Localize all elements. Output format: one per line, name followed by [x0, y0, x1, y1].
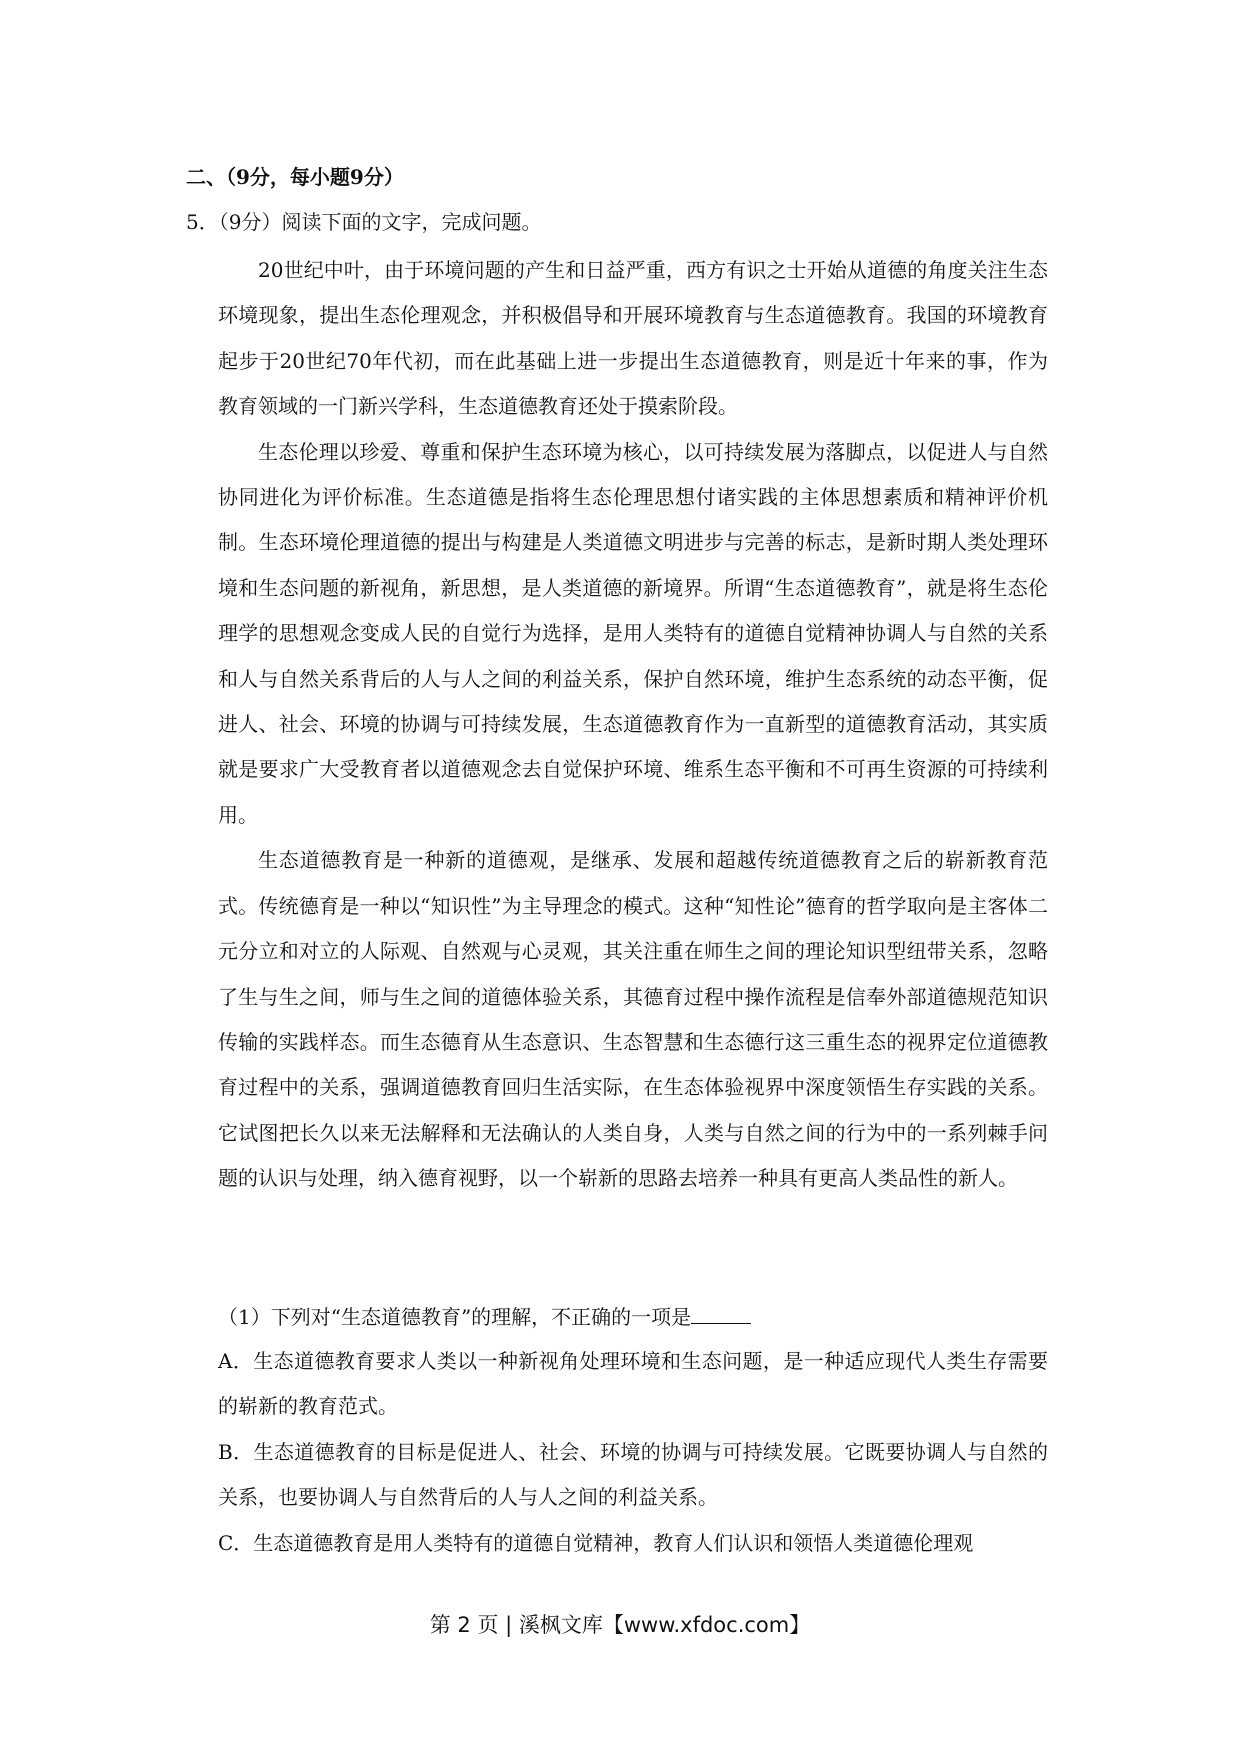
page-footer: 第 2 页 | 溪枫文库【www.xfdoc.com】 [429, 1613, 811, 1637]
option-a: A．生态道德教育要求人类以一种新视角处理环境和生态问题，是一种适应现代人类生存需要的崭新的教育范式。 [218, 1349, 1048, 1419]
passage-paragraph: 20世纪中叶，由于环境问题的产生和日益严重，西方有识之士开始从道德的角度关注生态环境现象，提出生态伦理观念，并积极倡导和开展环境教育与生态道德教育。我国的环境教育起步于20世纪70年代初，而在此基础上进一步提出生态道德教育，则是近十年来的事，作为教育领域的一门新兴学科，生态道德教育还处于摸索阶段。 [218, 258, 1048, 419]
answer-options [218, 1339, 1048, 1566]
subquestion [218, 1302, 751, 1332]
reading-passage [218, 248, 1048, 1202]
question-heading: 5．（9分）阅读下面的文字，完成问题。 [186, 210, 542, 234]
section-title: 二、（9分，每小题9分） [186, 165, 404, 189]
option-b: B．生态道德教育的目标是促进人、社会、环境的协调与可持续发展。它既要协调人与自然的关系，也要协调人与自然背后的人与人之间的利益关系。 [218, 1439, 1048, 1510]
option-c: C．生态道德教育是用人类特有的道德自觉精神，教育人们认识和领悟人类道德伦理观 [218, 1530, 974, 1555]
passage-paragraph: 生态伦理以珍爱、尊重和保护生态环境为核心，以可持续发展为落脚点，以促进人与自然协同进化为评价标准。生态道德是指将生态伦理思想付诸实践的主体思想素质和精神评价机制。生态环境伦理道德的提出与构建是人类道德文明进步与完善的标志，是新时期人类处理环境和生态问题的新视角，新思想，是人类道德的新境界。所谓“生态道德教育”，就是将生态伦理学的思想观念变成人民的自觉行为选择，是用人类特有的道德自觉精神协调人与自然的关系和人与自然关系背后的人与人之间的利益关系，保护自然环境，维护生态系统的动态平衡，促进人、社会、环境的协调与可持续发展，生态道德教育作为一直新型的道德教育活动，其实质就是要求广大受教育者以道德观念去自觉保护环境、维系生态平衡和不可再生资源的可持续利用。 [218, 439, 1048, 827]
subquestion-text: （1）下列对“生态道德教育”的理解，不正确的一项是 [218, 1305, 692, 1329]
answer-blank [691, 1303, 751, 1324]
passage-paragraph: 生态道德教育是一种新的道德观，是继承、发展和超越传统道德教育之后的崭新教育范式。传统德育是一种以“知识性”为主导理念的模式。这种“知性论”德育的哲学取向是主客体二元分立和对立的人际观、自然观与心灵观，其关注重在师生之间的理论知识型纽带关系，忽略了生与生之间，师与生之间的道德体验关系，其德育过程中操作流程是信奉外部道德规范知识传输的实践样态。而生态德育从生态意识、生态智慧和生态德行这三重生态的视界定位道德教育过程中的关系，强调道德教育回归生活实际，在生态体验视界中深度领悟生存实践的关系。它试图把长久以来无法解释和无法确认的人类自身，人类与自然之间的行为中的一系列棘手问题的认识与处理，纳入德育视野，以一个崭新的思路去培养一种具有更高人类品性的新人。 [218, 848, 1048, 1191]
